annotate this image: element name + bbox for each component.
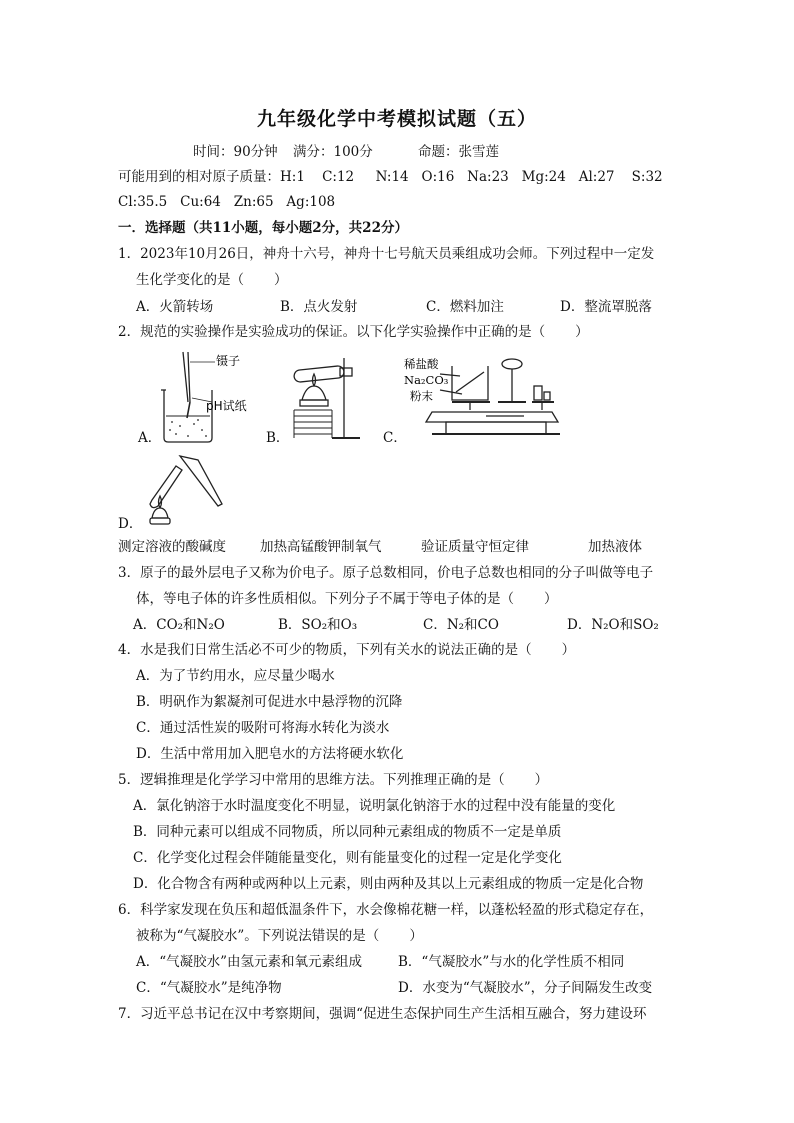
q2-label-d: D． <box>118 516 143 532</box>
q6-stem-line1: 6．科学家发现在负压和超低温条件下，水会像棉花糖一样，以蓬松轻盈的形式稳定存在， <box>118 902 654 918</box>
q4-option-b: B．明矾作为絮凝剂可促进水中悬浮物的沉降 <box>136 694 403 710</box>
q4-stem: 4．水是我们日常生活必不可少的物质，下列有关水的说法正确的是（ ） <box>118 642 576 658</box>
q1-option-a: A．火箭转场 <box>136 299 214 315</box>
q5-option-b: B．同种元素可以组成不同物质，所以同种元素组成的物质不一定是单质 <box>133 824 562 840</box>
q3-stem-line2: 体，等电子体的许多性质相似。下列分子不属于等电子体的是（ ） <box>136 591 558 607</box>
q2-caption-c: 验证质量守恒定律 <box>421 539 529 555</box>
q4-option-a: A．为了节约用水，应尽量少喝水 <box>136 668 335 684</box>
q2-caption-b: 加热高锰酸钾制氧气 <box>260 539 382 555</box>
exam-full-score: 满分：100分 <box>293 144 373 160</box>
page-title: 九年级化学中考模拟试题（五） <box>256 108 537 130</box>
figure-heating-kmno4 <box>284 352 366 444</box>
atomic-masses-line2: Cl:35.5 Cu:64 Zn:65 Ag:108 <box>118 194 336 210</box>
section-heading-choice: 一．选择题（共11小题，每小题2分，共22分） <box>118 220 408 236</box>
q1-stem-line2: 生化学变化的是（ ） <box>136 272 288 288</box>
q1-option-b: B．点火发射 <box>280 299 358 315</box>
q2-stem: 2．规范的实验操作是实验成功的保证。以下化学实验操作中正确的是（ ） <box>118 324 589 340</box>
exam-author: 命题：张雪莲 <box>418 144 499 160</box>
fig-label-na2co3: Na₂CO₃ <box>404 373 449 387</box>
q5-option-d: D．化合物含有两种或两种以上元素，则由两种及其以上元素组成的物质一定是化合物 <box>133 876 644 892</box>
exam-time: 时间：90分钟 <box>193 144 278 160</box>
q3-option-a: A．CO₂和N₂O <box>133 617 225 633</box>
q2-caption-a: 测定溶液的酸碱度 <box>118 539 226 555</box>
q3-stem-line1: 3．原子的最外层电子又称为价电子。原子总数相同，价电子总数也相同的分子叫做等电子 <box>118 565 654 581</box>
q1-option-c: C．燃料加注 <box>426 299 504 315</box>
q6-option-a: A．“气凝胶水”由氢元素和氧元素组成 <box>136 954 363 970</box>
figure-mass-conservation <box>402 352 592 442</box>
q5-option-a: A．氯化钠溶于水时温度变化不明显，说明氯化钠溶于水的过程中没有能量的变化 <box>133 798 616 814</box>
q2-label-a: A． <box>138 430 162 446</box>
q6-option-b: B．“气凝胶水”与水的化学性质不相同 <box>398 954 625 970</box>
figure-ph-test <box>150 350 260 445</box>
q6-option-d: D．水变为“气凝胶水”，分子间隔发生改变 <box>398 980 653 996</box>
atomic-masses-line1: 可能用到的相对原子质量：H:1 C:12 N:14 O:16 Na:23 Mg:24 Al:27 S:32 <box>118 169 663 185</box>
q2-label-c: C． <box>383 430 407 446</box>
q3-option-c: C．N₂和CO <box>423 617 499 633</box>
fig-label-tweezers: 镊子 <box>216 354 241 368</box>
q4-option-c: C．通过活性炭的吸附可将海水转化为淡水 <box>136 720 390 736</box>
fig-label-powder: 粉末 <box>410 389 433 403</box>
q6-stem-line2: 被称为“气凝胶水”。下列说法错误的是（ ） <box>136 928 423 944</box>
q5-stem: 5．逻辑推理是化学学习中常用的思维方法。下列推理正确的是（ ） <box>118 772 549 788</box>
fig-label-acid: 稀盐酸 <box>404 357 439 371</box>
q2-caption-d: 加热液体 <box>588 539 642 555</box>
q1-stem-line1: 1．2023年10月26日，神舟十六号，神舟十七号航天员乘组成功会师。下列过程中一定发 <box>118 246 655 262</box>
q2-label-b: B． <box>266 430 290 446</box>
q5-option-c: C．化学变化过程会伴随能量变化，则有能量变化的过程一定是化学变化 <box>133 850 562 866</box>
q1-option-d: D．整流罩脱落 <box>560 299 652 315</box>
q4-option-d: D．生活中常用加入肥皂水的方法将硬水软化 <box>136 746 404 762</box>
fig-label-ph-paper: pH试纸 <box>206 399 247 413</box>
q3-option-b: B．SO₂和O₃ <box>278 617 358 633</box>
figure-heating-liquid <box>140 452 230 532</box>
q3-option-d: D．N₂O和SO₂ <box>567 617 659 633</box>
q7-stem-line1: 7．习近平总书记在汉中考察期间，强调“促进生态保护同生产生活相互融合，努力建设环 <box>118 1006 647 1022</box>
q6-option-c: C．“气凝胶水”是纯净物 <box>136 980 282 996</box>
